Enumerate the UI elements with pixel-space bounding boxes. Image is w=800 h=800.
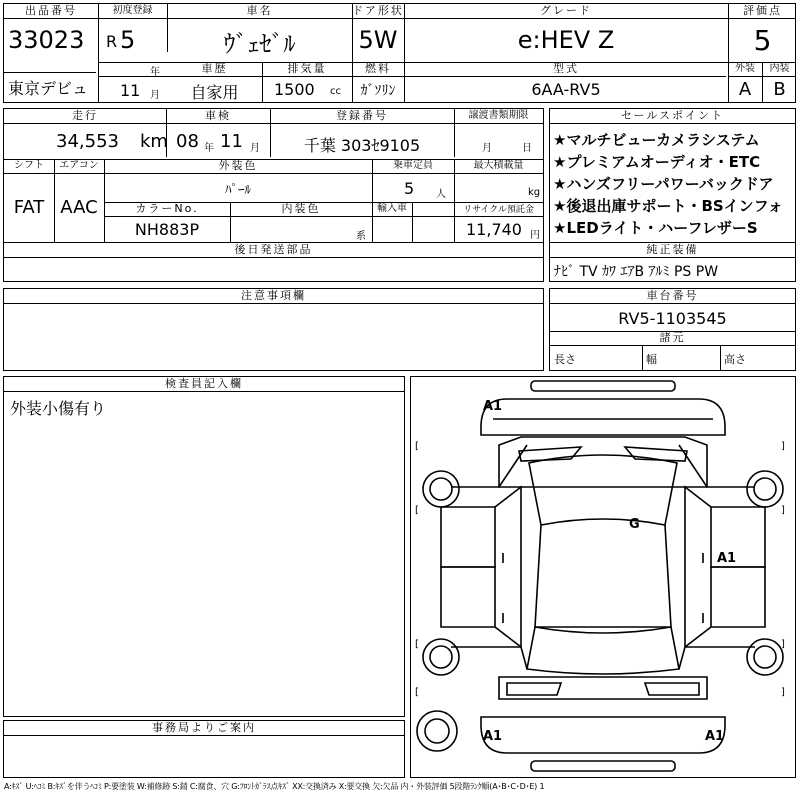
header-ext-color: 外装色 <box>218 159 258 172</box>
legend-text: A:ｷｽﾞ U:ﾍｺﾐ B:ｷｽﾞを伴うﾍｺﾐ P:要塗装 W:補修跡 S:錆 C:腐食、穴 G:ﾌﾛﾝﾄｶﾞﾗｽ点ｷｽﾞ XX:交換済み X:要交換 欠:欠品 内・外装評価 5段階ﾗﾝｸ順(A･B･C･D･E) 1 <box>4 782 545 791</box>
inspector-box <box>3 376 405 717</box>
bracket-2: ] <box>781 441 785 452</box>
bracket-4: ] <box>781 505 785 516</box>
header-equipment: 純正装備 <box>646 243 699 256</box>
chassis-value: RV5-1103545 <box>618 309 727 328</box>
header-exterior: 外装 <box>735 63 755 74</box>
header-shift: シフト <box>14 160 44 171</box>
bracket-1: [ <box>415 441 419 452</box>
header-int-color: 内装色 <box>281 202 321 215</box>
later-parts-box <box>3 242 544 282</box>
recycle-value: 11,740 <box>466 220 522 239</box>
damage-mark-rear-left: A1 <box>483 729 503 744</box>
header-max-load: 最大積載量 <box>473 160 524 171</box>
sales-points-box <box>549 108 796 243</box>
first-reg-year: 5 <box>120 26 136 54</box>
header-door: ドア形状 <box>352 4 404 17</box>
bracket-6: ] <box>781 639 785 650</box>
header-reg-no: 登録番号 <box>336 109 388 122</box>
header-first-reg: 初度登録 <box>112 5 153 16</box>
fuel-value: ｶﾞｿﾘﾝ <box>360 83 396 99</box>
displacement-unit: cc <box>330 86 341 97</box>
history-value: 自家用 <box>190 83 239 102</box>
inspection-month-unit: 月 <box>250 143 260 154</box>
header-dims: 諸元 <box>659 331 686 344</box>
bracket-3: [ <box>415 505 419 516</box>
header-history: 車歴 <box>201 62 228 75</box>
inspection-year-unit: 年 <box>204 143 214 154</box>
interior-grade: B <box>773 79 786 100</box>
header-notes: 注意事項欄 <box>241 289 306 302</box>
header-import: 輸入車 <box>377 203 407 214</box>
header-score: 評価点 <box>743 4 782 17</box>
header-lot-no: 出品番号 <box>25 4 77 17</box>
header-color-no: カラーNo. <box>135 202 199 215</box>
sales-point-2: ★プレミアムオーディオ・ETC <box>553 153 761 171</box>
dims-width-label: 幅 <box>646 353 657 366</box>
grade-value: e:HEV Z <box>517 26 615 54</box>
deadline-month-unit: 月 <box>482 143 492 154</box>
car-diagram <box>411 377 795 777</box>
inspector-note: 外装小傷有り <box>10 399 107 418</box>
header-car-name: 車名 <box>246 4 273 17</box>
first-reg-year-unit: 年 <box>150 67 160 78</box>
header-chassis: 車台番号 <box>646 289 699 302</box>
car-diagram-box <box>410 376 796 778</box>
auction-venue: 東京デビュ <box>8 79 89 98</box>
capacity-unit: 人 <box>436 189 446 200</box>
damage-mark-hood: G <box>629 517 640 532</box>
header-later-parts: 後日発送部品 <box>234 243 313 256</box>
equipment-value: ﾅﾋﾞ TV ｶﾜ ｴｱB ｱﾙﾐ PS PW <box>554 264 719 280</box>
inspection-month: 11 <box>220 131 243 152</box>
int-color-unit: 系 <box>356 231 366 242</box>
sales-point-5: ★LEDライト・ハーフレザーS <box>553 219 758 237</box>
reg-number-value: 千葉 303ｾ9105 <box>303 136 421 155</box>
notes-box <box>3 288 544 371</box>
bracket-5: [ <box>415 639 419 650</box>
header-recycle: リサイクル預託金 <box>463 205 534 215</box>
header-transfer-deadline: 譲渡書類期限 <box>468 110 529 121</box>
header-aircon: エアコン <box>59 160 99 171</box>
damage-mark-rear-right: A1 <box>705 729 725 744</box>
header-inspection: 車検 <box>205 109 231 122</box>
header-interior: 内装 <box>769 63 790 74</box>
header-model-code: 型式 <box>553 62 579 75</box>
dims-height-label: 高さ <box>724 353 746 366</box>
lot-number: 33023 <box>8 26 85 54</box>
first-reg-month-unit: 月 <box>150 90 160 101</box>
damage-mark-right-side: A1 <box>717 551 737 566</box>
door-type: 5W <box>358 26 398 54</box>
info-table-top <box>3 3 796 103</box>
chassis-box <box>549 288 796 371</box>
recycle-unit: 円 <box>530 230 540 241</box>
deadline-day-unit: 日 <box>522 143 532 154</box>
office-box <box>3 720 405 778</box>
model-code-value: 6AA-RV5 <box>531 80 601 99</box>
first-reg-month: 11 <box>120 81 141 100</box>
mileage-unit: km <box>140 131 168 152</box>
first-reg-era: R <box>106 32 118 51</box>
header-capacity: 乗車定員 <box>393 160 433 171</box>
header-grade: グレード <box>540 4 592 17</box>
equipment-box <box>549 242 796 282</box>
sales-point-4: ★後退出庫サポート・BSインフォ <box>553 197 783 215</box>
mileage-value: 34,553 <box>56 131 119 152</box>
ext-color-value: ﾊﾟｰﾙ <box>225 183 251 198</box>
damage-mark-front-left: A1 <box>483 399 503 414</box>
dims-length-label: 長さ <box>554 353 576 366</box>
displacement-value: 1500 <box>274 80 315 99</box>
color-no-value: NH883P <box>134 220 200 239</box>
inspection-year: 08 <box>176 131 199 152</box>
exterior-grade: A <box>738 79 752 100</box>
sales-point-3: ★ハンズフリーパワーバックドア <box>553 175 774 193</box>
bracket-8: ] <box>781 687 785 698</box>
bracket-7: [ <box>415 687 419 698</box>
capacity-value: 5 <box>404 179 415 198</box>
car-name: ｳﾞｪｾﾞﾙ <box>223 30 296 58</box>
load-unit: kg <box>528 187 541 198</box>
header-mileage: 走行 <box>72 109 98 122</box>
header-office: 事務局よりご案内 <box>152 721 256 734</box>
header-inspector: 検査員記入欄 <box>165 377 243 390</box>
header-sales-points: セールスポイント <box>620 109 724 122</box>
score-value: 5 <box>753 24 772 57</box>
info-table-middle <box>3 108 544 243</box>
sales-point-1: ★マルチビューカメラシステム <box>553 131 760 149</box>
header-displacement: 排気量 <box>287 62 327 75</box>
header-fuel: 燃料 <box>365 62 391 75</box>
shift-value: FAT <box>13 197 45 218</box>
aircon-value: AAC <box>60 197 98 218</box>
